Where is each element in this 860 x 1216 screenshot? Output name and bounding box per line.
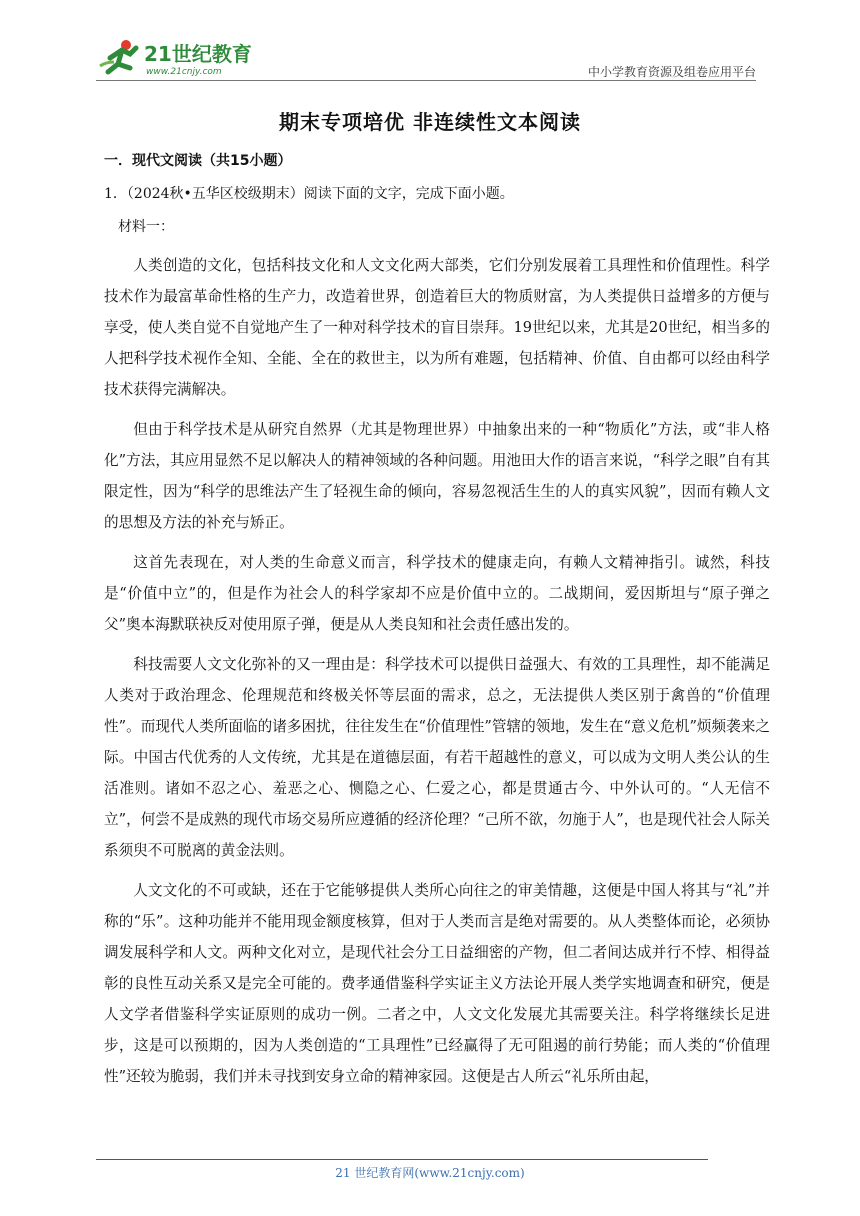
logo bbox=[96, 36, 266, 80]
footer-link[interactable]: 21 世纪教育网(www.21cnjy.com) bbox=[335, 1166, 525, 1180]
page-header bbox=[96, 36, 756, 80]
reading-passage bbox=[104, 250, 770, 1101]
paragraph: 人类创造的文化，包括科技文化和人文文化两大部类，它们分别发展着工具理性和价值理性。科学技术作为最富革命性格的生产力，改造着世界，创造着巨大的物质财富，为人类提供日益增多的方便与享受，使人类自觉不自觉地产生了一种对科学技术的盲目崇拜。19世纪以来，尤其是20世纪，相当多的人把科学技术视作全知、全能、全在的救世主，以为所有难题，包括精神、价值、自由都可以经由科学技术获得完满解决。 bbox=[104, 257, 770, 398]
section-heading: 一．现代文阅读（共15小题） bbox=[104, 153, 292, 169]
question-stem: 1．（2024秋•五华区校级期末）阅读下面的文字，完成下面小题。 bbox=[104, 186, 514, 202]
header-platform-text: 中小学教育资源及组卷应用平台 bbox=[587, 65, 756, 79]
material-label: 材料一： bbox=[118, 219, 174, 235]
footer-divider bbox=[96, 1159, 708, 1160]
header-divider bbox=[96, 80, 756, 81]
paragraph: 人文文化的不可或缺，还在于它能够提供人类所心向往之的审美情趣，这便是中国人将其与“礼”并称的“乐”。这种功能并不能用现金额度核算，但对于人类而言是绝对需要的。从人类整体而论，必须协调发展科学和人文。两种文化对立，是现代社会分工日益细密的产物，但二者间达成并行不悖、相得益彰的良性互动关系又是完全可能的。费孝通借鉴科学实证主义方法论开展人类学实地调查和研究，便是人文学者借鉴科学实证原则的成功一例。二者之中，人文文化发展尤其需要关注。科学将继续长足进步，这是可以预期的，因为人类创造的“工具理性”已经赢得了无可阻遏的前行势能；而人类的“价值理性”还较为脆弱，我们并未寻找到安身立命的精神家园。这便是古人所云“礼乐所由起， bbox=[104, 882, 770, 1085]
runner-icon bbox=[100, 40, 136, 72]
logo-text: 21世纪教育 bbox=[144, 42, 252, 66]
paragraph: 这首先表现在，对人类的生命意义而言，科学技术的健康走向，有赖人文精神指引。诚然，科技是“价值中立”的，但是作为社会人的科学家却不应是价值中立的。二战期间，爱因斯坦与“原子弹之父”奥本海默联袂反对使用原子弹，便是从人类良知和社会责任感出发的。 bbox=[104, 554, 770, 633]
paragraph: 科技需要人文文化弥补的又一理由是：科学技术可以提供日益强大、有效的工具理性，却不能满足人类对于政治理念、伦理规范和终极关怀等层面的需求，总之，无法提供人类区别于禽兽的“价值理性”。而现代人类所面临的诸多困扰，往往发生在“价值理性”管辖的领地，发生在“意义危机”烦频袭来之际。中国古代优秀的人文传统，尤其是在道德层面，有若干超越性的意义，可以成为文明人类公认的生活准则。诸如不忍之心、羞恶之心、恻隐之心、仁爱之心，都是贯通古今、中外认可的。“人无信不立”，何尝不是成熟的现代市场交易所应遵循的经济伦理？“己所不欲，勿施于人”，也是现代社会人际关系须臾不可脱离的黄金法则。 bbox=[104, 656, 770, 859]
logo-url: www.21cnjy.com bbox=[146, 67, 222, 77]
paragraph: 但由于科学技术是从研究自然界（尤其是物理世界）中抽象出来的一种“物质化”方法，或“非人格化”方法，其应用显然不足以解决人的精神领域的各种问题。用池田大作的语言来说，“科学之眼”自有其限定性，因为“科学的思维法产生了轻视生命的倾向，容易忽视活生生的人的真实风貌”，因而有赖人文的思想及方法的补充与矫正。 bbox=[104, 421, 770, 531]
page-title: 期末专项培优 非连续性文本阅读 bbox=[279, 110, 581, 134]
